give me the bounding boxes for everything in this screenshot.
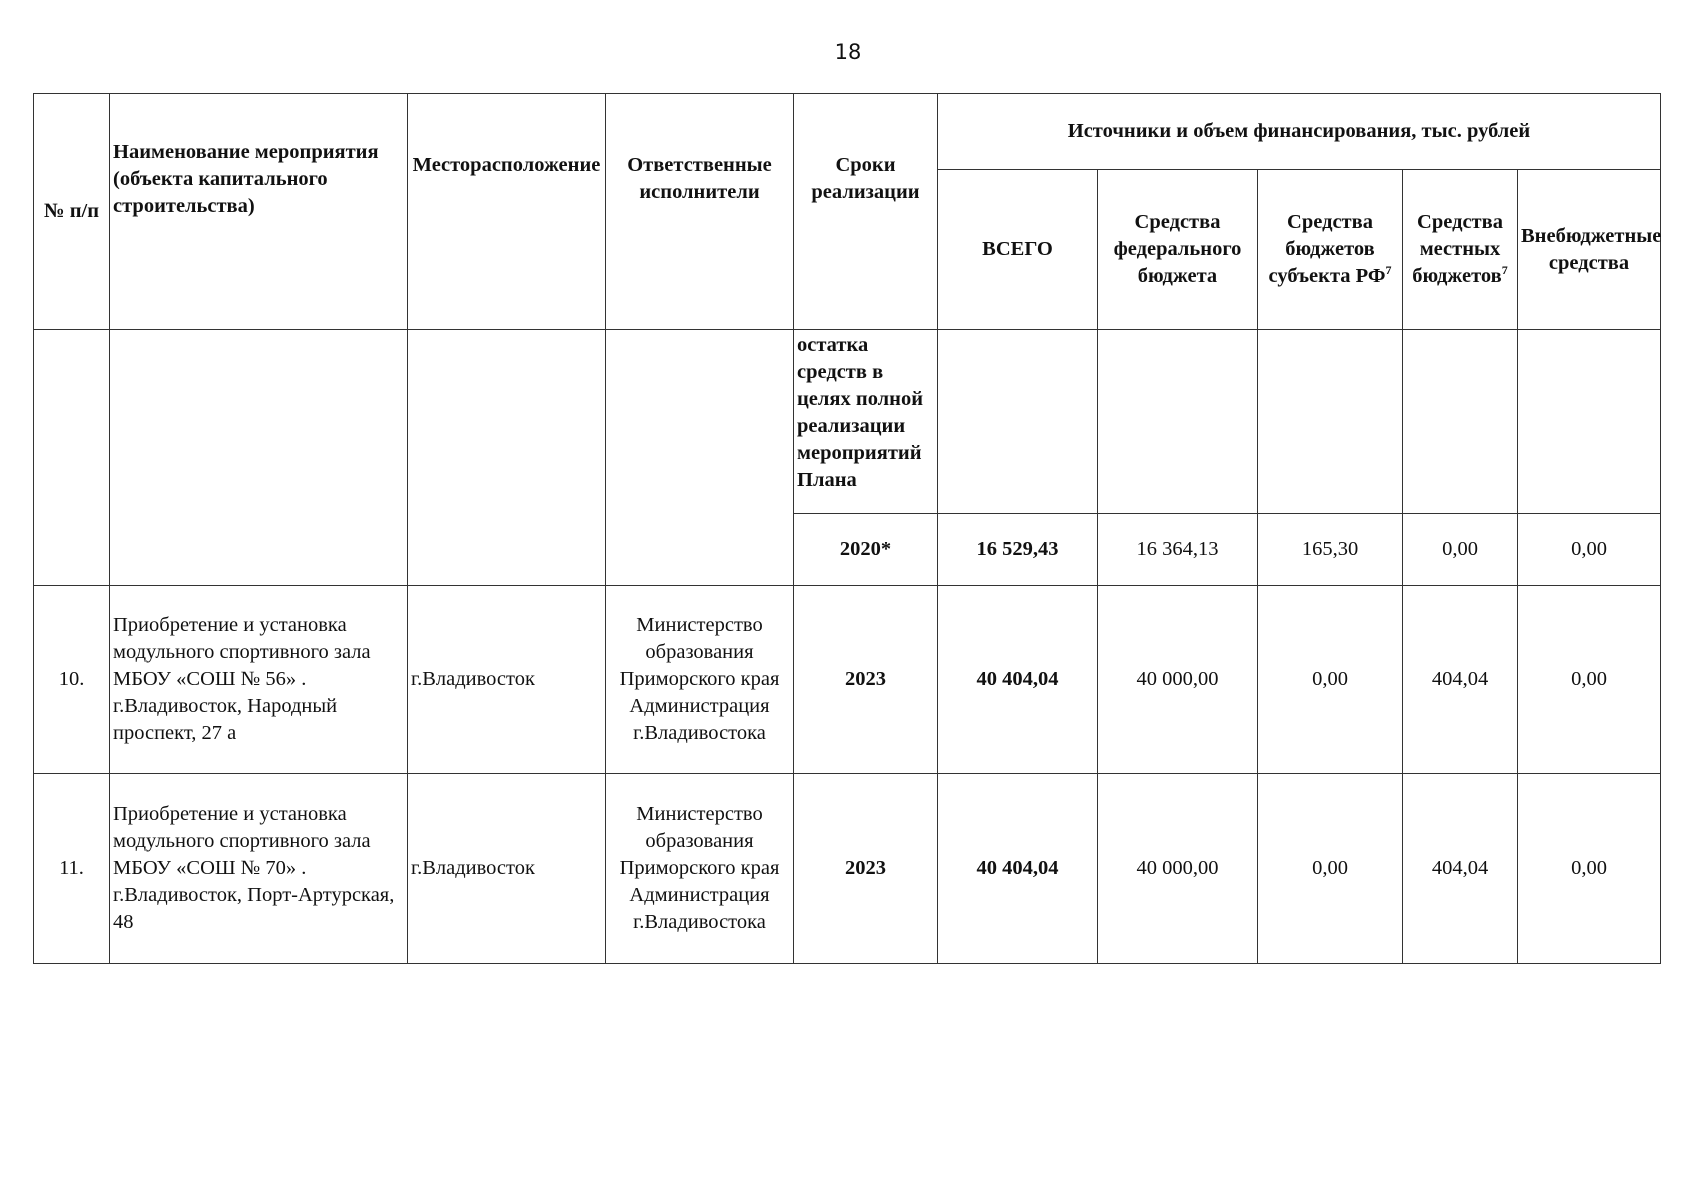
cont-local: 0,00 xyxy=(1403,514,1518,586)
header-funding-group: Источники и объем финансирования, тыс. рублей xyxy=(938,94,1661,170)
cont-empty-local xyxy=(1403,330,1518,514)
header-total: ВСЕГО xyxy=(938,170,1098,330)
row-num: 11. xyxy=(34,774,110,964)
continuation-row-text xyxy=(34,330,1661,514)
page-number: 18 xyxy=(834,40,862,64)
cont-subject: 165,30 xyxy=(1258,514,1403,586)
cont-offbudget: 0,00 xyxy=(1518,514,1661,586)
cont-year: 2020* xyxy=(794,514,938,586)
row-subject: 0,00 xyxy=(1258,586,1403,774)
cont-total: 16 529,43 xyxy=(938,514,1098,586)
row-year: 2023 xyxy=(794,586,938,774)
row-num: 10. xyxy=(34,586,110,774)
header-offbudget: Внебюджетные средства xyxy=(1518,170,1661,330)
row-name: Приобретение и установка модульного спортивного зала МБОУ «СОШ № 56» . г.Владивосток, Народный проспект, 27 а xyxy=(110,586,408,774)
header-num: № п/п xyxy=(34,94,110,330)
cont-terms-text: остатка средств в целях полной реализации мероприятий Плана xyxy=(794,330,938,514)
header-location: Месторасположение xyxy=(408,94,606,330)
header-responsible: Ответственные исполнители xyxy=(606,94,794,330)
table-row xyxy=(34,586,1661,774)
row-local: 404,04 xyxy=(1403,586,1518,774)
cont-name-cell xyxy=(110,330,408,586)
row-total: 40 404,04 xyxy=(938,774,1098,964)
header-local-text: Средства местных бюджетов xyxy=(1412,211,1503,287)
row-local: 404,04 xyxy=(1403,774,1518,964)
header-local-footnote: 7 xyxy=(1501,263,1508,278)
cont-location-cell xyxy=(408,330,606,586)
row-name: Приобретение и установка модульного спортивного зала МБОУ «СОШ № 70» . г.Владивосток, Порт-Артурская, 48 xyxy=(110,774,408,964)
row-federal: 40 000,00 xyxy=(1098,586,1258,774)
cont-empty-offbudget xyxy=(1518,330,1661,514)
header-name: Наименование мероприятия (объекта капитального строительства) xyxy=(110,94,408,330)
header-federal: Средства федерального бюджета xyxy=(1098,170,1258,330)
row-federal: 40 000,00 xyxy=(1098,774,1258,964)
cont-responsible-cell xyxy=(606,330,794,586)
row-responsible: Министерство образования Приморского края Администрация г.Владивостока xyxy=(606,586,794,774)
cont-empty-total xyxy=(938,330,1098,514)
row-location: г.Владивосток xyxy=(408,586,606,774)
cont-empty-federal xyxy=(1098,330,1258,514)
row-subject: 0,00 xyxy=(1258,774,1403,964)
row-location: г.Владивосток xyxy=(408,774,606,964)
header-local xyxy=(1403,170,1518,330)
financing-table xyxy=(33,93,1661,964)
row-offbudget: 0,00 xyxy=(1518,586,1661,774)
cont-federal: 16 364,13 xyxy=(1098,514,1258,586)
header-subject-text: Средства бюджетов субъекта РФ xyxy=(1268,211,1386,287)
row-offbudget: 0,00 xyxy=(1518,774,1661,964)
row-responsible: Министерство образования Приморского края Администрация г.Владивостока xyxy=(606,774,794,964)
row-total: 40 404,04 xyxy=(938,586,1098,774)
header-terms: Сроки реализации xyxy=(794,94,938,330)
table-row xyxy=(34,774,1661,964)
row-year: 2023 xyxy=(794,774,938,964)
cont-empty-subject xyxy=(1258,330,1403,514)
header-row-1 xyxy=(34,94,1661,170)
header-subject-footnote: 7 xyxy=(1385,263,1392,278)
cont-num-cell xyxy=(34,330,110,586)
header-subject xyxy=(1258,170,1403,330)
